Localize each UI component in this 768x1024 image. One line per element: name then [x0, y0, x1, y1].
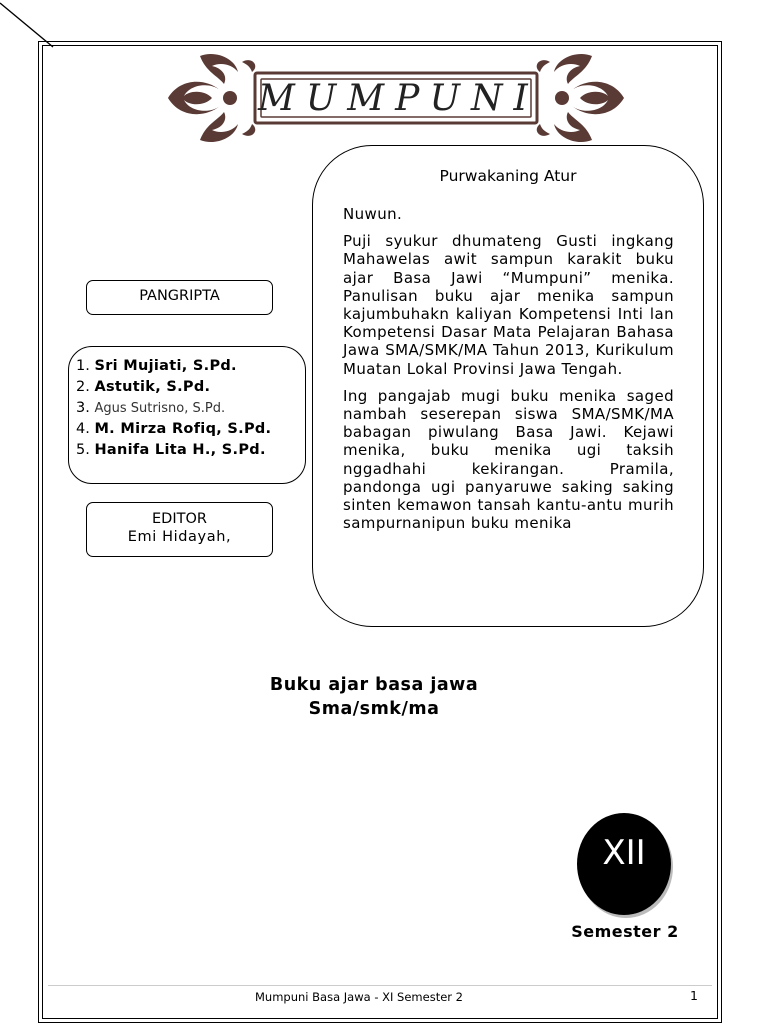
author-item: 3. Agus Sutrisno, S.Pd.	[76, 400, 226, 416]
page-number: 1	[690, 988, 698, 1003]
author-item: 5. Hanifa Lita H., S.Pd.	[76, 442, 266, 458]
subtitle-line: Sma/smk/ma	[308, 699, 440, 719]
editor-name: Emi Hidayah,	[127, 529, 232, 545]
book-subtitle	[200, 673, 548, 721]
editor-box	[86, 502, 273, 557]
author-name: Astutik, S.Pd.	[94, 379, 211, 395]
preface-body	[343, 205, 674, 541]
author-name: Sri Mujiati, S.Pd.	[94, 358, 237, 374]
subtitle-line: Buku ajar basa jawa	[269, 675, 479, 695]
authors-list	[76, 356, 271, 461]
semester-label: Semester 2	[571, 922, 679, 941]
preface-paragraph: Nuwun.	[343, 205, 403, 223]
pangripta-label-box	[86, 280, 273, 315]
editor-label: EDITOR	[152, 511, 207, 527]
footer-text: Mumpuni Basa Jawa - XI Semester 2	[255, 990, 463, 1004]
author-item: 1. Sri Mujiati, S.Pd.	[76, 358, 237, 374]
author-name: M. Mirza Rofiq, S.Pd.	[94, 421, 272, 437]
author-name: Hanifa Lita H., S.Pd.	[94, 442, 266, 458]
author-item: 4. M. Mirza Rofiq, S.Pd.	[76, 421, 272, 437]
footer-divider	[48, 985, 712, 986]
author-item: 2. Astutik, S.Pd.	[76, 379, 211, 395]
grade-label: XII	[602, 833, 646, 873]
preface-paragraph: Ing pangajab mugi buku menika saged nambah seserepan siswa SMA/SMK/MA babagan piwulang Basa Jawi. Kejawi menika, buku menika ugi taksih nggadhahi kekirangan. Pramila, pandonga ugi panyaruwe saking saking sinten kemawon tansah kantu-antu murih sampurnanipun buku menika	[343, 386, 674, 533]
author-name: Agus Sutrisno, S.Pd.	[94, 401, 226, 416]
book-title: MUMPUNI	[258, 78, 539, 119]
preface-title: Purwakaning Atur	[439, 167, 577, 185]
preface-paragraph: Puji syukur dhumateng Gusti ingkang Mahawelas awit sampun karakit buku ajar Basa Jawi “Mumpuni” menika. Panulisan buku ajar menika sampun kajumbuhakn kaliyan Kompetensi Inti lan Kompetensi Dasar Mata Pelajaran Bahasa Jawa SMA/SMK/MA Tahun 2013, Kurikulum Muatan Lokal Provinsi Jawa Tengah.	[343, 232, 674, 378]
pangripta-label: PANGRIPTA	[139, 288, 220, 304]
